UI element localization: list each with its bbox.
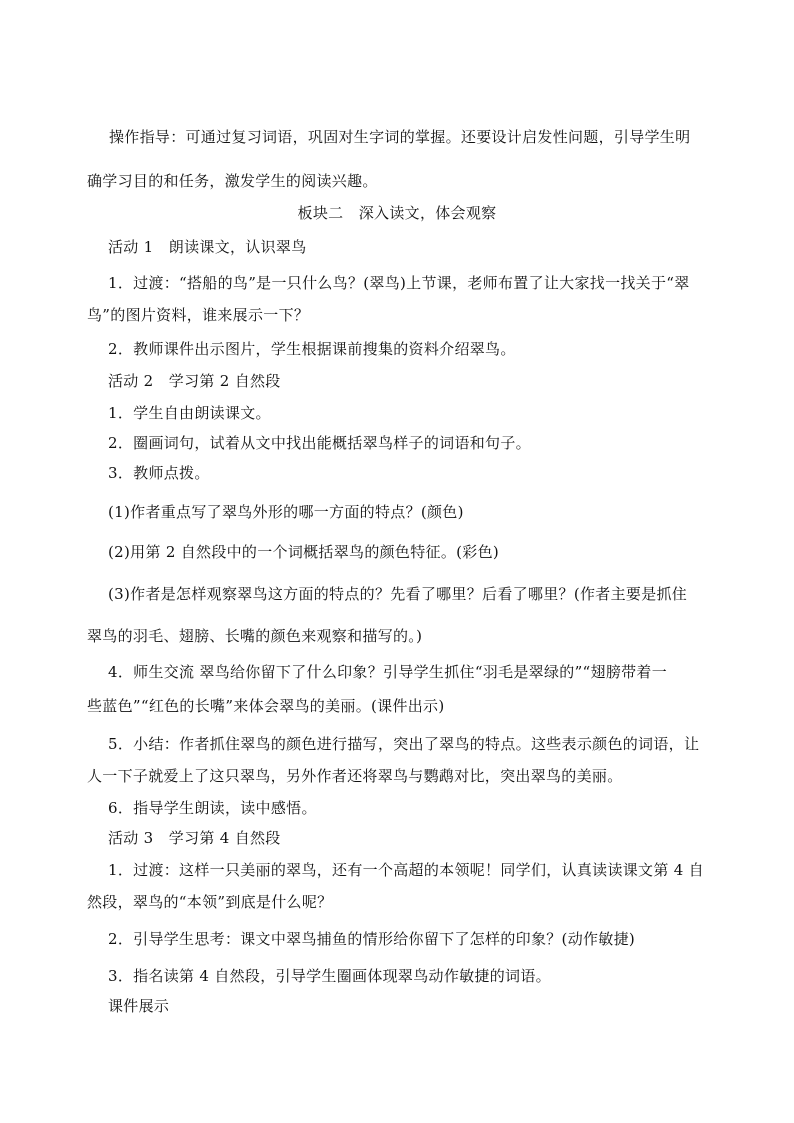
activity-3-title: 活动 3 学习第 4 自然段 xyxy=(108,829,281,847)
activity-2-sub-3-line-2: 翠鸟的羽毛、翅膀、长嘴的颜色来观察和描写的。) xyxy=(87,627,423,645)
activity-2-item-3: 3．教师点拨。 xyxy=(108,464,210,482)
courseware-label: 课件展示 xyxy=(108,997,170,1015)
activity-1-item-1-line-1: 1．过渡：“搭船的鸟”是一只什么鸟？(翠鸟)上节课，老师布置了让大家找一找关于“翠 xyxy=(108,274,690,292)
activity-2-item-4-line-2: 些蓝色”“红色的长嘴”来体会翠鸟的美丽。(课件出示) xyxy=(87,697,445,715)
activity-2-item-6: 6．指导学生朗读，读中感悟。 xyxy=(108,799,317,817)
activity-1-item-1-line-2: 鸟”的图片资料，谁来展示一下？ xyxy=(87,306,310,324)
activity-3-item-1-line-2: 然段，翠鸟的“本领”到底是什么呢？ xyxy=(87,893,333,911)
intro-line-2: 确学习目的和任务，激发学生的阅读兴趣。 xyxy=(87,172,378,190)
activity-2-item-2: 2．圈画词句，试着从文中找出能概括翠鸟样子的词语和句子。 xyxy=(108,434,531,452)
activity-2-sub-1: (1)作者重点写了翠鸟外形的哪一方面的特点？(颜色) xyxy=(108,503,464,521)
activity-2-item-1: 1．学生自由朗读课文。 xyxy=(108,404,271,422)
activity-3-item-3: 3．指名读第 4 自然段，引导学生圈画体现翠鸟动作敏捷的词语。 xyxy=(108,967,551,985)
section-title: 板块二 深入读文，体会观察 xyxy=(297,204,497,222)
activity-1-item-2: 2．教师课件出示图片，学生根据课前搜集的资料介绍翠鸟。 xyxy=(108,340,516,358)
activity-2-sub-3-line-1: (3)作者是怎样观察翠鸟这方面的特点的？先看了哪里？后看了哪里？(作者主要是抓住 xyxy=(108,585,688,603)
activity-2-title: 活动 2 学习第 2 自然段 xyxy=(108,372,281,390)
activity-3-item-1-line-1: 1．过渡：这样一只美丽的翠鸟，还有一个高超的本领呢！同学们，认真读读课文第 4 自 xyxy=(108,861,704,879)
intro-line-1: 操作指导：可通过复习词语，巩固对生字词的掌握。还要设计启发性问题，引导学生明 xyxy=(109,128,691,146)
activity-1-title: 活动 1 朗读课文，认识翠鸟 xyxy=(108,238,307,256)
activity-2-item-5-line-2: 人一下子就爱上了这只翠鸟，另外作者还将翠鸟与鹦鹉对比，突出翠鸟的美丽。 xyxy=(87,767,623,785)
activity-2-sub-2: (2)用第 2 自然段中的一个词概括翠鸟的颜色特征。(彩色) xyxy=(108,543,500,561)
activity-3-item-2: 2．引导学生思考：课文中翠鸟捕鱼的情形给你留下了怎样的印象？(动作敏捷) xyxy=(108,930,636,948)
activity-2-item-4-line-1: 4．师生交流 翠鸟给你留下了什么印象？引导学生抓住“羽毛是翠绿的”“翅膀带着一 xyxy=(108,663,668,681)
activity-2-item-5-line-1: 5．小结：作者抓住翠鸟的颜色进行描写，突出了翠鸟的特点。这些表示颜色的词语，让 xyxy=(108,735,700,753)
